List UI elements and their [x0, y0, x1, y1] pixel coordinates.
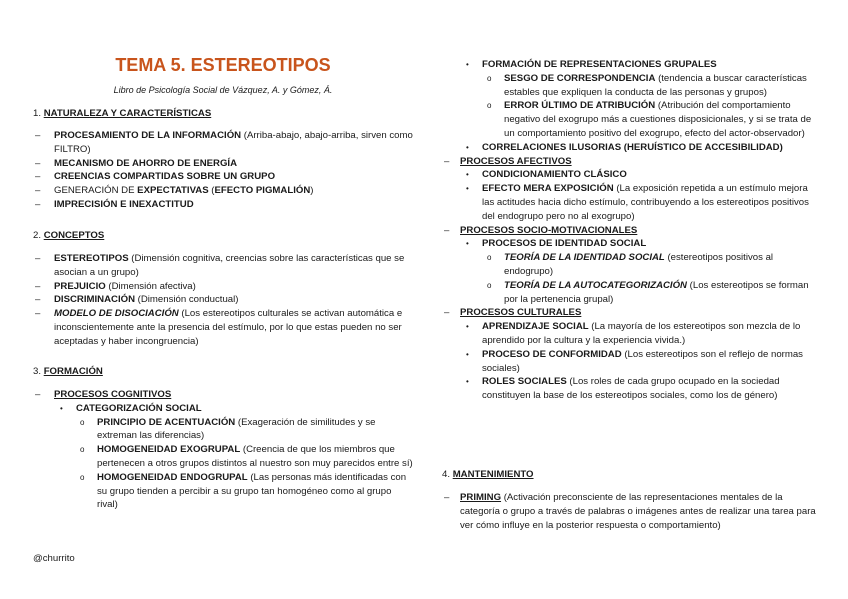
- list-item: – PROCESAMIENTO DE LA INFORMACIÓN (Arriba-abajo, abajo-arriba, sirven como FILTRO): [35, 130, 413, 155]
- list-item: – PRIMING (Activación preconsciente de las representaciones mentales de la categoría o grupo a través de palabras o imágenes antes de realizar una tarea para ver cómo influye en la posterior respuesta o comportamiento): [444, 492, 816, 531]
- list-marker: –: [35, 294, 41, 306]
- list-item: • CONDICIONAMIENTO CLÁSICO: [466, 169, 627, 181]
- list-marker: o: [487, 73, 492, 83]
- list-item: • FORMACIÓN DE REPRESENTACIONES GRUPALES: [466, 59, 717, 70]
- list-marker: o: [80, 445, 85, 455]
- section-2-list: [33, 252, 413, 349]
- list-marker: –: [35, 389, 41, 400]
- list-marker: –: [35, 171, 41, 183]
- list-marker: –: [444, 307, 450, 319]
- list-marker: –: [444, 492, 450, 503]
- list-item: o TEORÍA DE LA AUTOCATEGORIZACIÓN (Los estereotipos se forman por la pertenencia grupal): [487, 279, 809, 305]
- list-item: o ERROR ÚLTIMO DE ATRIBUCIÓN (Atribución del comportamiento negativo del exogrupo más a cuestiones disposicionales, y si se trata de un comportamiento positivo del exogrupo, efecto del actor-observador): [487, 100, 812, 139]
- list-marker: –: [35, 253, 41, 264]
- section-1: [33, 107, 413, 121]
- list-item: – PREJUICIO (Dimensión afectiva): [35, 280, 196, 292]
- list-item: – ESTEREOTIPOS (Dimensión cognitiva, creencias sobre las características que se asocian a un grupo): [35, 253, 405, 278]
- list-marker: o: [487, 253, 492, 263]
- section-4-list: [442, 491, 817, 532]
- section-2: [33, 229, 413, 243]
- list-item: • CATEGORIZACIÓN SOCIAL: [60, 402, 202, 414]
- list-marker: •: [466, 349, 469, 359]
- list-marker: –: [35, 198, 41, 210]
- list-marker: –: [35, 185, 41, 197]
- list-marker: •: [466, 170, 469, 180]
- list-item: – PROCESOS AFECTIVOS: [444, 155, 572, 167]
- list-item: o TEORÍA DE LA IDENTIDAD SOCIAL (estereotipos positivos al endogrupo): [487, 252, 774, 277]
- section-heading: 2. CONCEPTOS: [33, 230, 105, 241]
- right-list-top: [442, 58, 817, 403]
- list-item: o SESGO DE CORRESPONDENCIA (tendencia a buscar características estables que expliquen la conducta de las personas y grupos): [487, 72, 807, 98]
- list-marker: –: [444, 224, 450, 236]
- list-item: – GENERACIÓN DE EXPECTATIVAS (EFECTO PIGMALIÓN): [35, 185, 314, 197]
- list-marker: o: [80, 472, 85, 482]
- list-item: • PROCESOS DE IDENTIDAD SOCIAL: [466, 238, 647, 250]
- list-marker: o: [487, 280, 492, 290]
- list-marker: •: [466, 60, 469, 69]
- list-item: – PROCESOS COGNITIVOS: [35, 389, 172, 400]
- list-item: – CREENCIAS COMPARTIDAS SOBRE UN GRUPO: [35, 171, 276, 183]
- list-marker: –: [35, 130, 41, 141]
- section-3-list: [33, 388, 413, 512]
- list-item: – MECANISMO DE AHORRO DE ENERGÍA: [35, 157, 238, 169]
- list-marker: o: [487, 101, 492, 111]
- list-item: – PROCESOS SOCIO-MOTIVACIONALES: [444, 224, 638, 236]
- list-marker: o: [80, 417, 85, 427]
- subtitle: Libro de Psicología Social de Vázquez, A. y Gómez, Á.: [113, 85, 333, 95]
- footer-author: @churrito: [33, 553, 75, 564]
- list-marker: •: [60, 403, 63, 413]
- list-marker: •: [466, 142, 469, 152]
- section-heading: 3. FORMACIÓN: [33, 366, 103, 377]
- section-4: [442, 468, 817, 482]
- section-3: [33, 365, 413, 379]
- list-marker: –: [35, 308, 41, 320]
- list-item: – MODELO DE DISOCIACIÓN (Los estereotipos culturales se activan automática e inconscientemente ante la presencia del estímulo, por lo que estas pueden no ser aceptadas y haber incongruencia): [35, 308, 403, 347]
- list-item: • CORRELACIONES ILUSORIAS (HERUÍSTICO DE ACCESIBILIDAD): [466, 141, 783, 153]
- list-marker: –: [35, 157, 41, 169]
- list-marker: •: [466, 322, 469, 332]
- list-marker: –: [35, 280, 41, 292]
- list-item: • APRENDIZAJE SOCIAL (La mayoría de los estereotipos son mezcla de lo aprendido por la cultura y la experiencia vivida.): [466, 321, 801, 346]
- section-heading: 4. MANTENIMIENTO: [442, 469, 534, 480]
- list-marker: •: [466, 239, 469, 249]
- list-item: – DISCRIMINACIÓN (Dimensión conductual): [35, 294, 239, 306]
- list-item: o HOMOGENEIDAD EXOGRUPAL (Creencia de que los miembros que pertenecen a otros grupos distintos al nuestro son muy parecidos entre sí): [80, 444, 413, 469]
- list-marker: •: [466, 377, 469, 387]
- list-item: • PROCESO DE CONFORMIDAD (Los estereotipos son el reflejo de normas sociales): [466, 348, 803, 374]
- list-marker: –: [444, 155, 450, 167]
- list-item: • EFECTO MERA EXPOSICIÓN (La exposición repetida a un estímulo mejora las actitudes hacia dicho estímulo, contribuyendo a los estereotipos positivos del endogrupo pero no al exogrupo): [466, 183, 809, 222]
- list-marker: •: [466, 184, 469, 194]
- list-item: – PROCESOS CULTURALES: [444, 307, 582, 319]
- section-1-list: [33, 129, 413, 212]
- list-item: o PRINCIPIO DE ACENTUACIÓN (Exageración de similitudes y se extreman las diferencias): [80, 416, 376, 442]
- section-heading: 1. NATURALEZA Y CARACTERÍSTICAS: [33, 108, 212, 119]
- list-item: – IMPRECISIÓN E INEXACTITUD: [35, 198, 194, 210]
- list-item: • ROLES SOCIALES (Los roles de cada grupo ocupado en la sociedad constituyen la base de los estereotipos sociales, como los de género): [466, 376, 780, 402]
- list-item: o HOMOGENEIDAD ENDOGRUPAL (Las personas más identificadas con su grupo tienden a percibir a su grupo tan homogéneo como al grupo rival): [80, 471, 407, 511]
- page-title: TEMA 5. ESTEREOTIPOS: [115, 55, 331, 75]
